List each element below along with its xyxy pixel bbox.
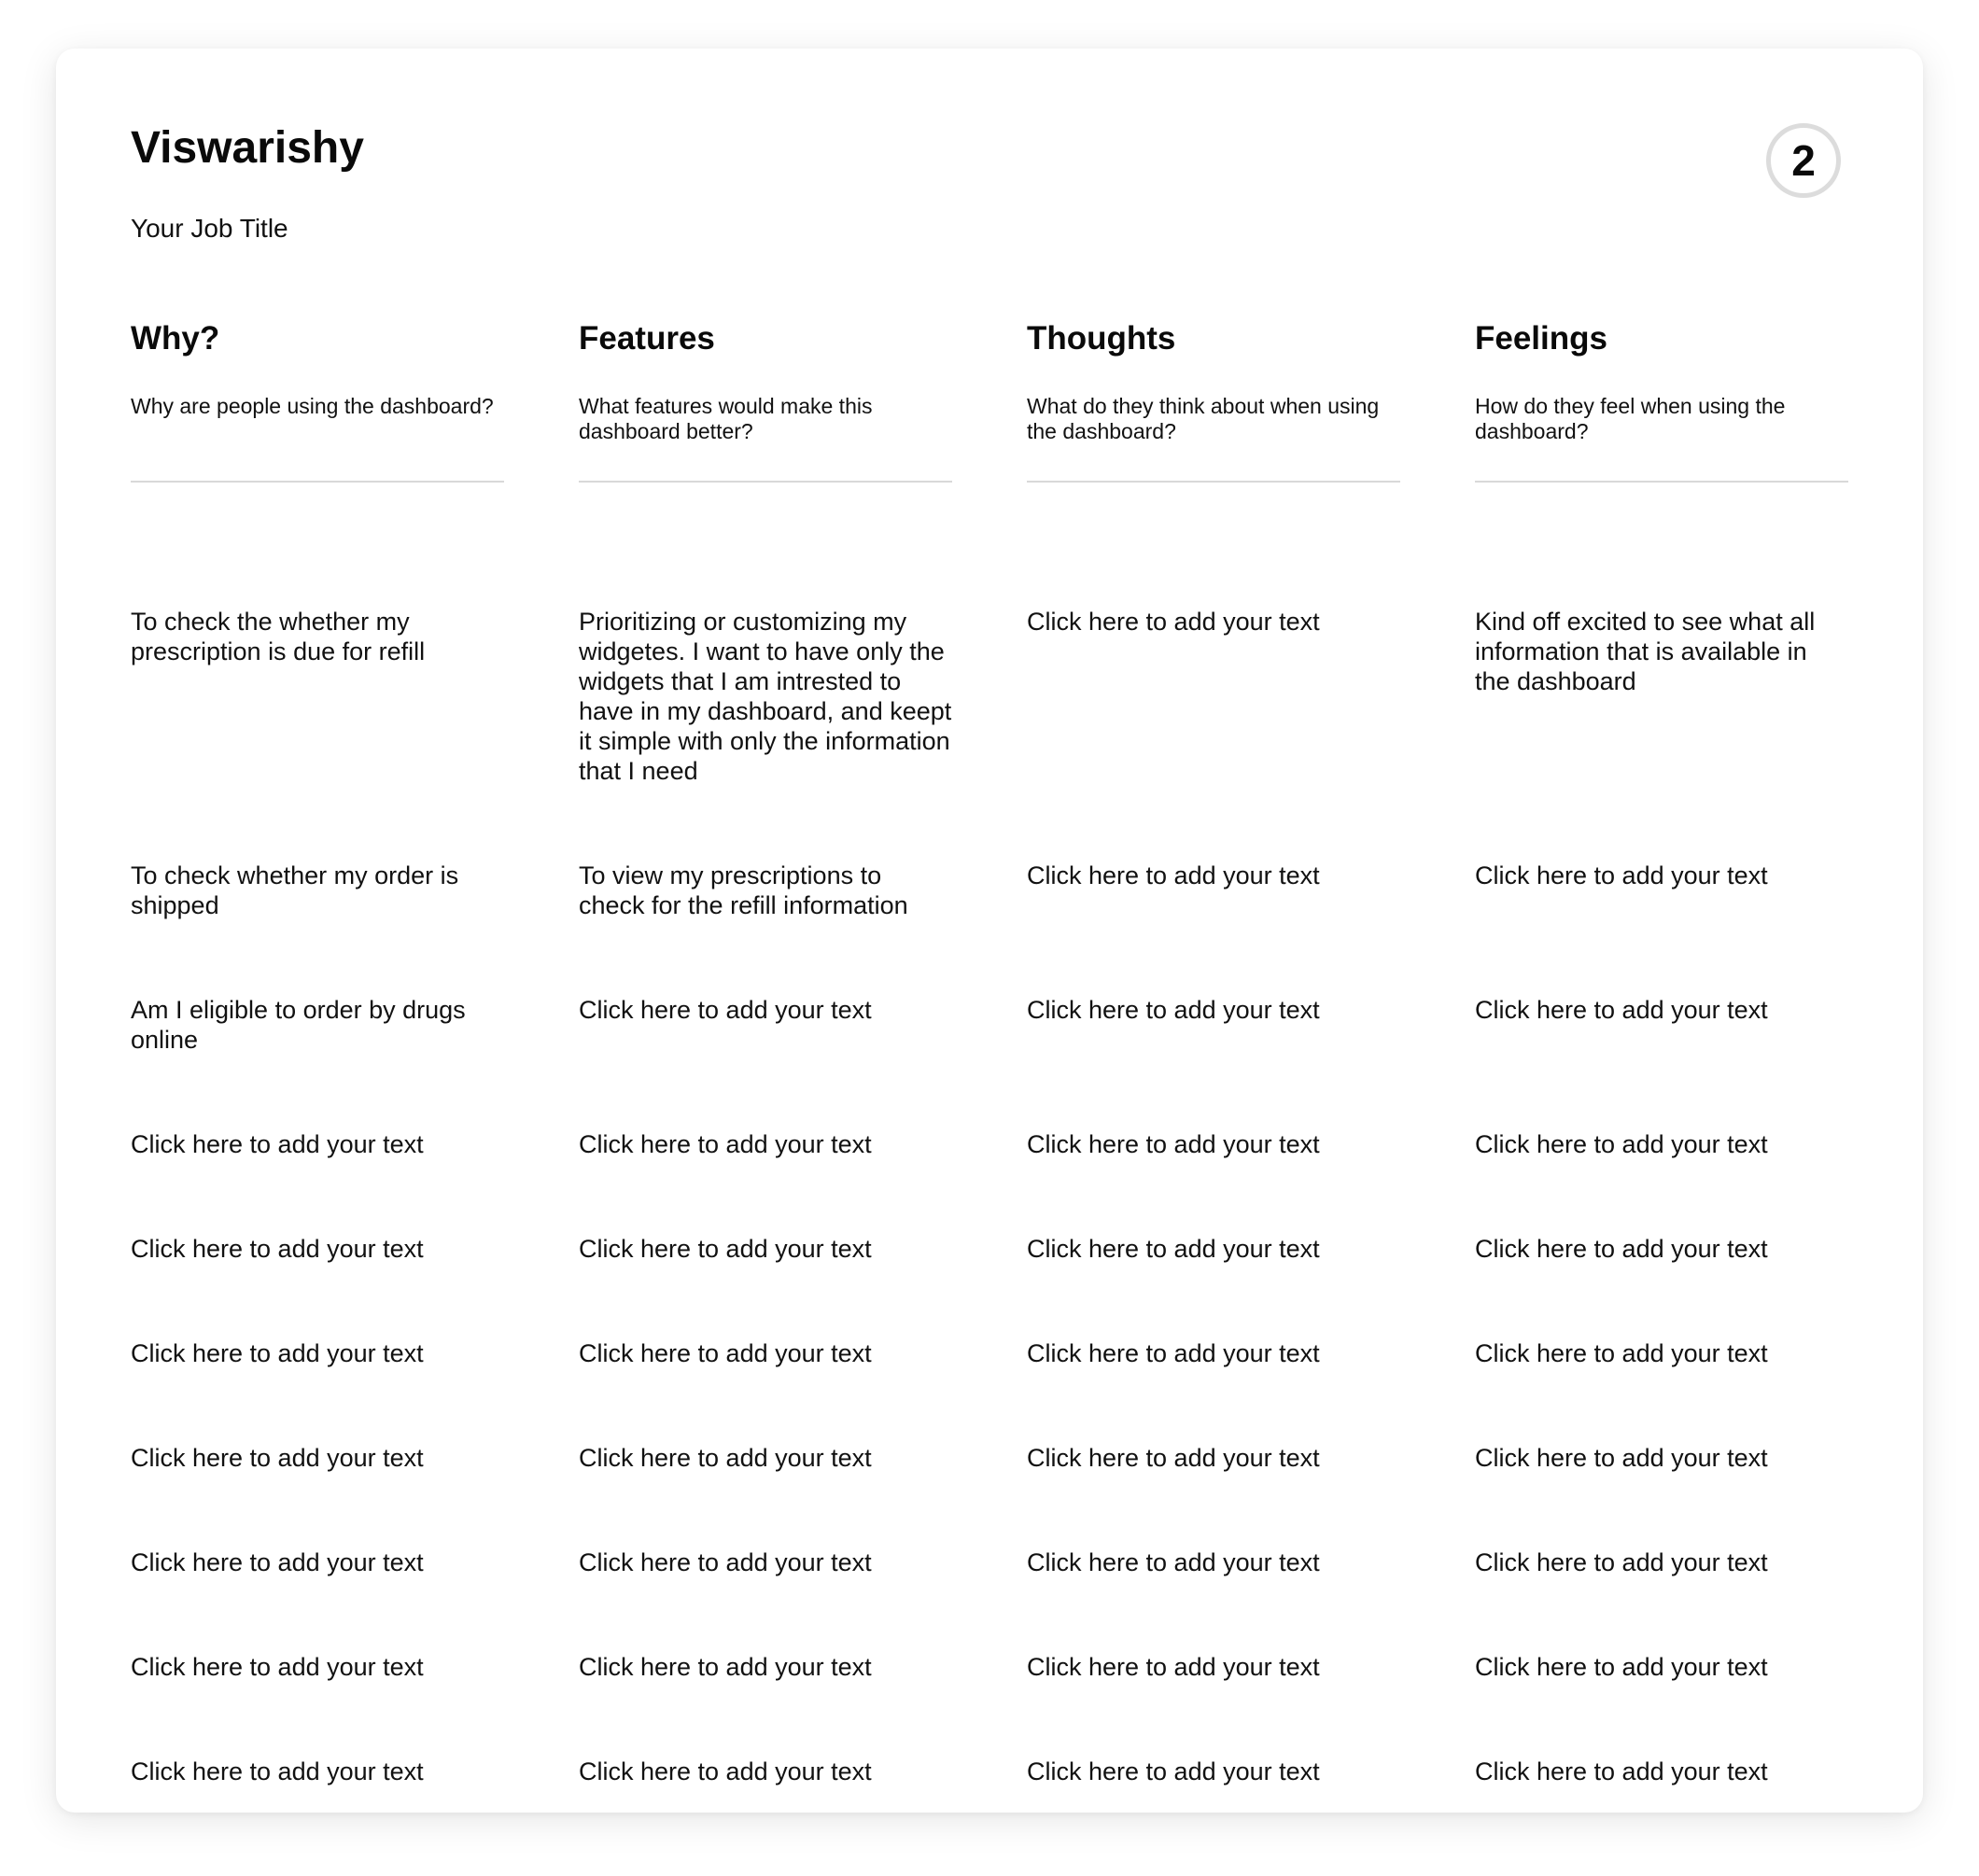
text-cell-why-7[interactable]: Click here to add your text	[131, 1444, 424, 1472]
text-cell-why-6[interactable]: Click here to add your text	[131, 1339, 424, 1367]
text-cell-thoughts-1[interactable]: Click here to add your text	[1027, 608, 1320, 636]
text-cell-thoughts-3[interactable]: Click here to add your text	[1027, 996, 1320, 1024]
text-cell-feelings-10[interactable]: Click here to add your text	[1475, 1757, 1768, 1785]
text-cell-feelings-5[interactable]: Click here to add your text	[1475, 1235, 1768, 1263]
text-cell-features-9[interactable]: Click here to add your text	[579, 1653, 872, 1681]
page-title[interactable]: Viswarishy	[131, 123, 364, 173]
column-divider	[579, 481, 952, 483]
column-question-features[interactable]: What features would make this dashboard better?	[579, 394, 873, 443]
text-cell-why-3[interactable]: Am I eligible to order by drugs online	[131, 996, 466, 1054]
text-cell-features-6[interactable]: Click here to add your text	[579, 1339, 872, 1367]
text-cell-feelings-8[interactable]: Click here to add your text	[1475, 1548, 1768, 1576]
text-cell-feelings-9[interactable]: Click here to add your text	[1475, 1653, 1768, 1681]
text-cell-thoughts-4[interactable]: Click here to add your text	[1027, 1130, 1320, 1158]
column-features	[579, 49, 952, 1813]
text-cell-why-10[interactable]: Click here to add your text	[131, 1757, 424, 1785]
column-heading-thoughts[interactable]: Thoughts	[1027, 320, 1176, 357]
column-heading-why[interactable]: Why?	[131, 320, 220, 357]
column-divider	[1027, 481, 1400, 483]
text-cell-thoughts-6[interactable]: Click here to add your text	[1027, 1339, 1320, 1367]
column-question-thoughts[interactable]: What do they think about when using the dashboard?	[1027, 394, 1380, 443]
column-heading-features[interactable]: Features	[579, 320, 715, 357]
text-cell-features-2[interactable]: To view my prescriptions to check for the refill information	[579, 861, 908, 919]
text-cell-feelings-1[interactable]: Kind off excited to see what all information that is available in the dashboard	[1475, 608, 1816, 695]
text-cell-features-1[interactable]: Prioritizing or customizing my widgetes. I want to have only the widgets that I am intrested to have in my dashboard, and keept it simple with only the information that I need	[579, 608, 952, 785]
text-cell-feelings-7[interactable]: Click here to add your text	[1475, 1444, 1768, 1472]
text-cell-features-10[interactable]: Click here to add your text	[579, 1757, 872, 1785]
page-number-badge: 2	[1766, 123, 1841, 198]
text-cell-feelings-6[interactable]: Click here to add your text	[1475, 1339, 1768, 1367]
text-cell-feelings-2[interactable]: Click here to add your text	[1475, 861, 1768, 889]
column-divider	[131, 481, 504, 483]
text-cell-thoughts-7[interactable]: Click here to add your text	[1027, 1444, 1320, 1472]
text-cell-why-8[interactable]: Click here to add your text	[131, 1548, 424, 1576]
column-thoughts	[1027, 49, 1400, 1813]
column-question-why[interactable]: Why are people using the dashboard?	[131, 394, 494, 418]
text-cell-features-7[interactable]: Click here to add your text	[579, 1444, 872, 1472]
text-cell-thoughts-2[interactable]: Click here to add your text	[1027, 861, 1320, 889]
job-title[interactable]: Your Job Title	[131, 214, 288, 243]
text-cell-features-4[interactable]: Click here to add your text	[579, 1130, 872, 1158]
text-cell-thoughts-5[interactable]: Click here to add your text	[1027, 1235, 1320, 1263]
text-cell-why-9[interactable]: Click here to add your text	[131, 1653, 424, 1681]
column-feelings	[1475, 49, 1848, 1813]
text-cell-why-1[interactable]: To check the whether my prescription is due for refill	[131, 608, 426, 665]
text-cell-features-8[interactable]: Click here to add your text	[579, 1548, 872, 1576]
text-cell-why-5[interactable]: Click here to add your text	[131, 1235, 424, 1263]
empathy-map-card	[56, 49, 1923, 1813]
column-divider	[1475, 481, 1848, 483]
text-cell-features-3[interactable]: Click here to add your text	[579, 996, 872, 1024]
text-cell-why-4[interactable]: Click here to add your text	[131, 1130, 424, 1158]
text-cell-thoughts-8[interactable]: Click here to add your text	[1027, 1548, 1320, 1576]
text-cell-why-2[interactable]: To check whether my order is shipped	[131, 861, 459, 919]
column-why	[131, 49, 504, 1813]
text-cell-thoughts-10[interactable]: Click here to add your text	[1027, 1757, 1320, 1785]
text-cell-feelings-4[interactable]: Click here to add your text	[1475, 1130, 1768, 1158]
column-question-feelings[interactable]: How do they feel when using the dashboard?	[1475, 394, 1786, 443]
text-cell-feelings-3[interactable]: Click here to add your text	[1475, 996, 1768, 1024]
column-heading-feelings[interactable]: Feelings	[1475, 320, 1607, 357]
text-cell-features-5[interactable]: Click here to add your text	[579, 1235, 872, 1263]
text-cell-thoughts-9[interactable]: Click here to add your text	[1027, 1653, 1320, 1681]
